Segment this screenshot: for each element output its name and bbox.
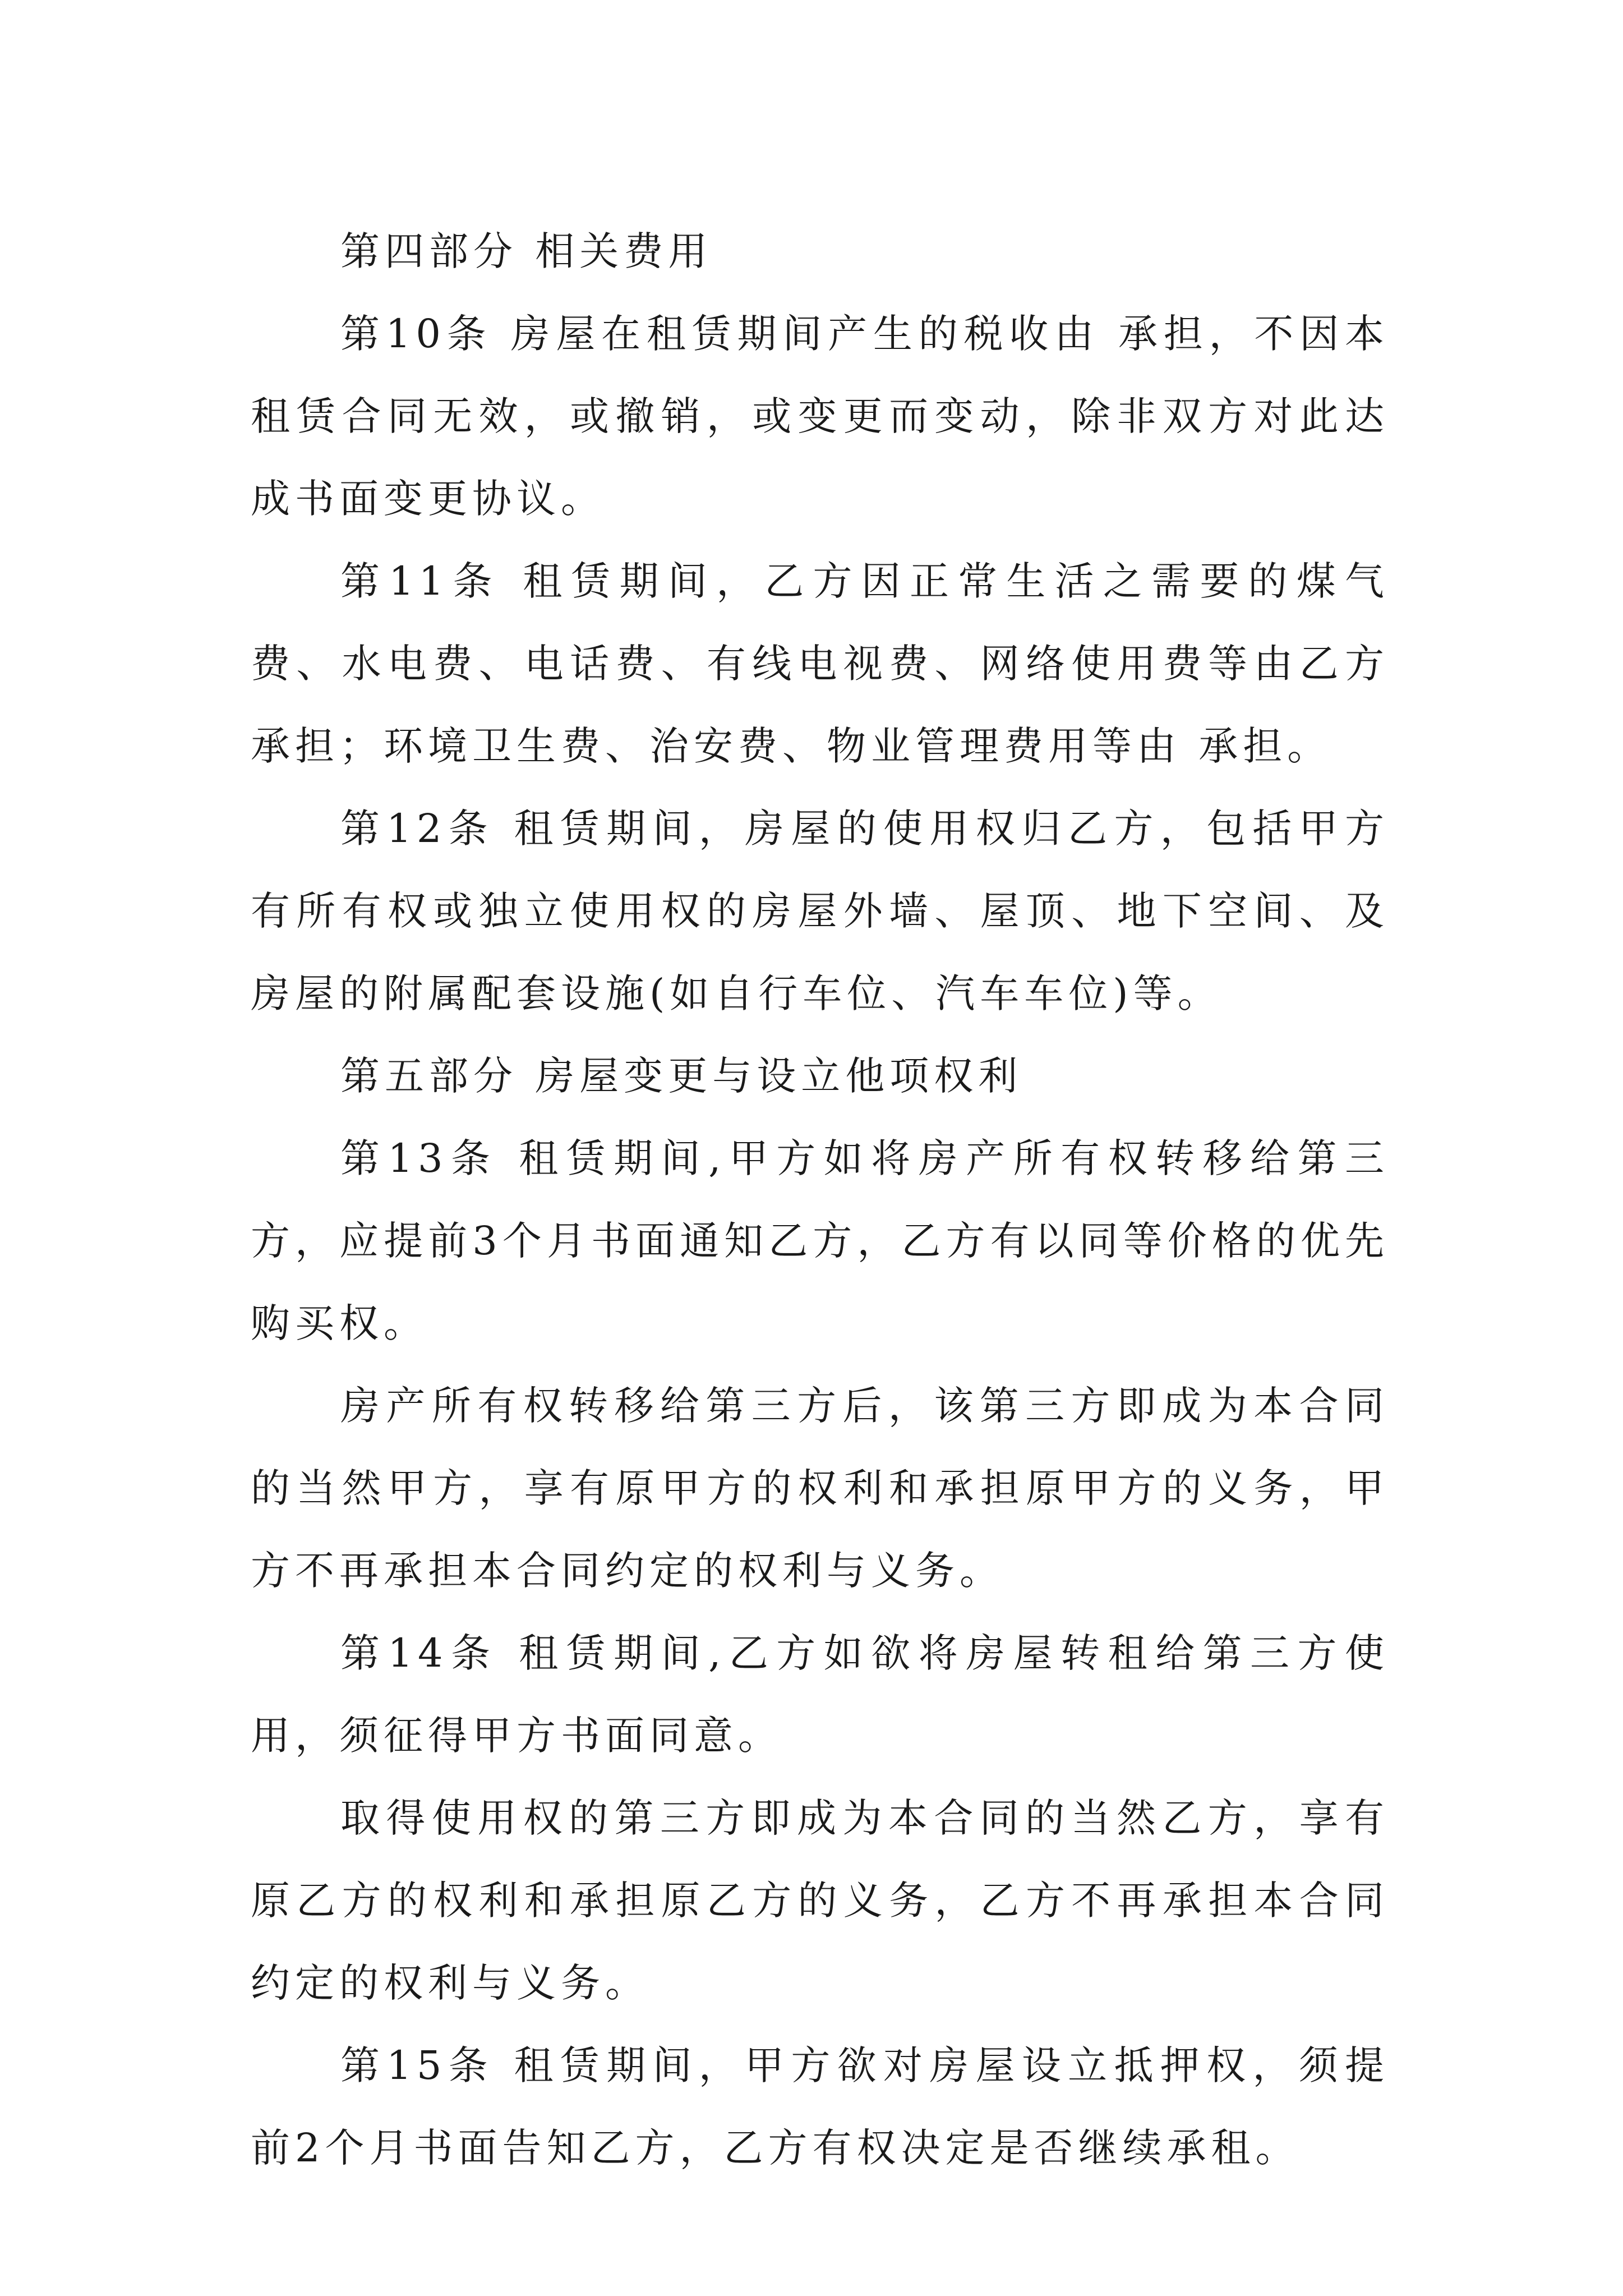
document-body [251,210,1389,2189]
article-paragraph: 取得使用权的第三方即成为本合同的当然乙方，享有原乙方的权利和承担原乙方的义务，乙方不再承担本合同约定的权利与义务。 [251,1795,1389,2006]
article-paragraph: 第13条 租赁期间,甲方如将房产所有权转移给第三方，应提前3个月书面通知乙方，乙方有以同等价格的优先购买权。 [251,1135,1389,1346]
article-paragraph: 第11条 租赁期间，乙方因正常生活之需要的煤气费、水电费、电话费、有线电视费、网络使用费等由乙方承担；环境卫生费、治安费、物业管理费用等由 承担。 [251,558,1389,769]
section-heading: 第四部分 相关费用 [340,228,713,274]
section-heading: 第五部分 房屋变更与设立他项权利 [340,1053,1023,1099]
article-paragraph: 第14条 租赁期间,乙方如欲将房屋转租给第三方使用，须征得甲方书面同意。 [251,1630,1389,1759]
article-paragraph: 第15条 租赁期间，甲方欲对房屋设立抵押权，须提前2个月书面告知乙方，乙方有权决定是否继续承租。 [251,2042,1389,2171]
article-paragraph: 第12条 租赁期间，房屋的使用权归乙方，包括甲方有所有权或独立使用权的房屋外墙、屋顶、地下空间、及房屋的附属配套设施(如自行车位、汽车车位)等。 [251,806,1389,1016]
article-paragraph: 房产所有权转移给第三方后，该第三方即成为本合同的当然甲方，享有原甲方的权利和承担原甲方的义务，甲方不再承担本合同约定的权利与义务。 [251,1383,1389,1594]
article-paragraph: 第10条 房屋在租赁期间产生的税收由 承担，不因本租赁合同无效，或撤销，或变更而变动，除非双方对此达成书面变更协议。 [251,311,1389,522]
